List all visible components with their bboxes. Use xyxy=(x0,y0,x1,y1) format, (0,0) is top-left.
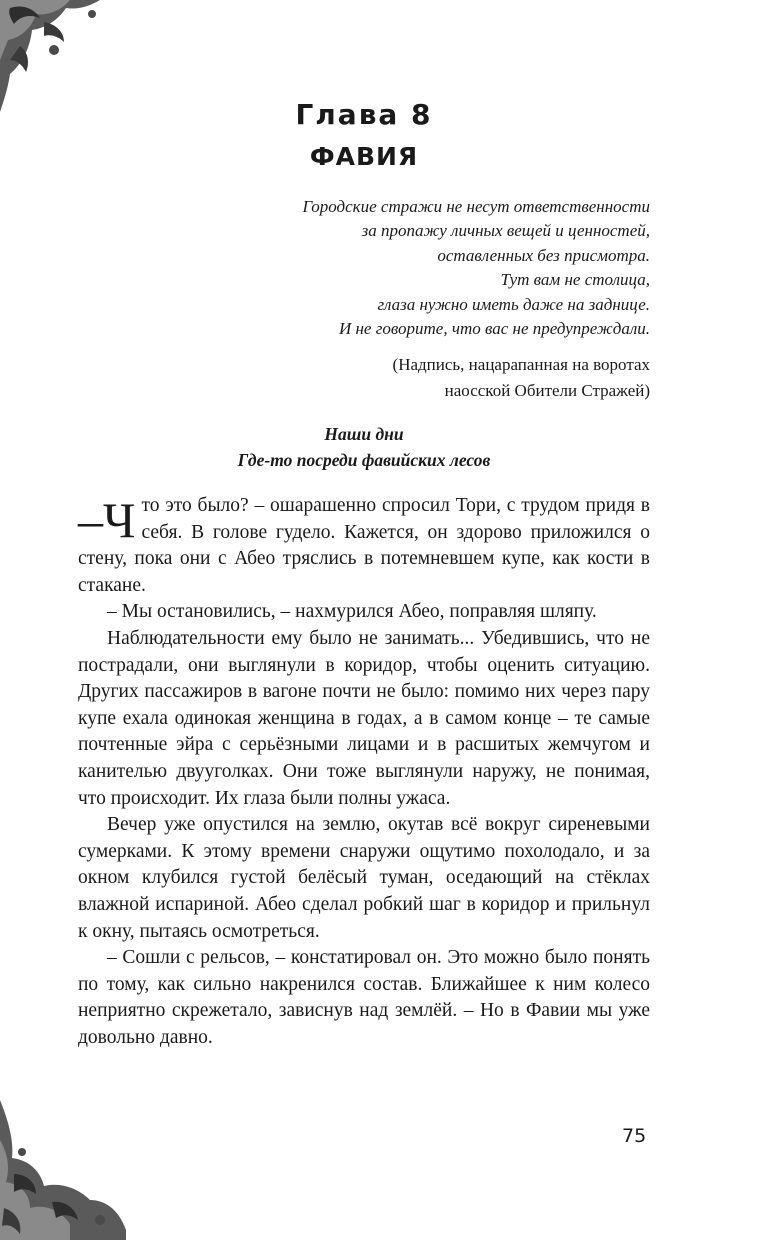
chapter-number: Глава 8 xyxy=(295,98,433,131)
epigraph-line: оставленных без присмотра. xyxy=(437,245,650,265)
epigraph-line: Городские стражи не несут ответственности xyxy=(302,197,650,216)
body-text xyxy=(78,493,650,1051)
corner-ornament-bottom xyxy=(0,1090,130,1240)
setting-place: Где-то посреди фавийских лесов xyxy=(237,450,491,470)
drop-cap: –Ч xyxy=(78,492,136,548)
paragraph: Наблюдательности ему было не занимать... Убедившись, что не пострадали, они выглянули в коридор, чтобы оценить ситуацию. Других пассажиров в вагоне почти не было: помимо них через пару купе ехала одинокая женщина в годах, а в самом конце – те самые почтенные эйра с серьёзными лицами и в расшитых жемчугом и канителью двууголках. Они тоже выглянули наружу, не понимая, что происходит. Их глаза были полны ужаса. xyxy=(78,627,650,809)
first-paragraph-text: то это было? – ошарашенно спросил Тори, с трудом придя в себя. В голове гудело. Кажется, он здорово приложился о стену, пока они с Абео тряслись в потемневшем купе, как кости в стакане. xyxy=(78,495,650,596)
epigraph-source xyxy=(393,352,650,404)
paragraph: – Мы остановились, – нахмурился Абео, поправляя шляпу. xyxy=(107,601,597,623)
epigraph-line: Тут вам не столица, xyxy=(500,270,650,290)
epigraph-line: И не говорите, что вас не предупреждали. xyxy=(338,319,650,339)
chapter-title: ФАВИЯ xyxy=(309,142,419,171)
paragraph: – Сошли с рельсов, – констатировал он. Это можно было понять по тому, как сильно накренился состав. Ближайшее к ним колесо неприятно скрежетало, зависнув над землёй. – Но в Фавии мы уже довольно давно. xyxy=(78,947,650,1048)
paragraph xyxy=(78,493,650,599)
epigraph-source-line: наосской Обители Стражей) xyxy=(444,381,650,400)
epigraph-line: глаза нужно иметь даже на заднице. xyxy=(377,294,650,314)
epigraph-source-line: (Надпись, нацарапанная на воротах xyxy=(392,355,650,374)
epigraph xyxy=(302,195,650,341)
epigraph-line: за пропажу личных вещей и ценностей, xyxy=(361,221,650,241)
paragraph: Вечер уже опустился на землю, окутав всё вокруг сиреневыми сумерками. К этому времени снаружи ощутимо похолодало, и за окном клубился густой белёсый туман, оседающий на стёклах влажной испариной. Абео сделал робкий шаг в коридор и прильнул к окну, пытаясь осмотреться. xyxy=(78,814,650,942)
page-number: 75 xyxy=(622,1125,647,1147)
setting-time: Наши дни xyxy=(324,424,404,444)
